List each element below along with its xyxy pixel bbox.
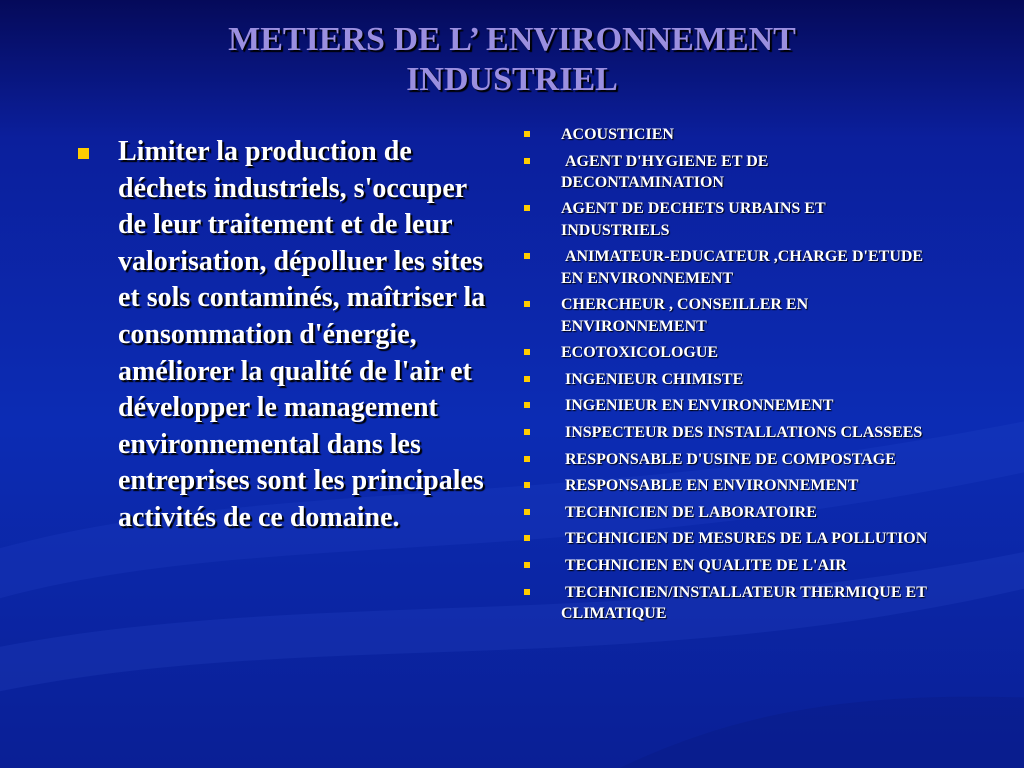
job-list-item (524, 246, 934, 289)
job-title: RESPONSABLE EN ENVIRONNEMENT (561, 477, 859, 495)
square-bullet-icon (524, 376, 530, 382)
square-bullet-icon (524, 402, 530, 408)
square-bullet-icon (524, 253, 530, 259)
square-bullet-icon (524, 158, 530, 164)
job-title: INGENIEUR CHIMISTE (561, 370, 744, 388)
square-bullet-icon (524, 509, 530, 515)
square-bullet-icon (524, 349, 530, 355)
square-bullet-icon (524, 205, 530, 211)
job-title: ACOUSTICIEN (561, 126, 674, 143)
job-title: TECHNICIEN DE MESURES DE LA POLLUTION (561, 530, 928, 548)
square-bullet-icon (524, 535, 530, 541)
job-list-item (524, 449, 934, 470)
job-list-item (524, 475, 934, 496)
job-title: INSPECTEUR DES INSTALLATIONS CLASSEES (561, 423, 923, 441)
slide-title-line2: INDUSTRIEL (406, 61, 618, 98)
square-bullet-icon (524, 131, 530, 137)
job-list-item (524, 124, 934, 145)
job-list-item (524, 342, 934, 363)
job-list-item (524, 369, 934, 390)
square-bullet-icon (524, 301, 530, 307)
job-title: TECHNICIEN EN QUALITE DE L'AIR (561, 556, 847, 574)
job-title: AGENT DE DECHETS URBAINS ET INDUSTRIELS (561, 200, 830, 239)
square-bullet-icon (524, 456, 530, 462)
job-list-item (524, 582, 934, 625)
job-list-item (524, 294, 934, 337)
job-list-item (524, 422, 934, 443)
job-list (524, 124, 934, 629)
slide-title (0, 20, 1024, 100)
square-bullet-icon (524, 482, 530, 488)
job-title: AGENT D'HYGIENE ET DE DECONTAMINATION (561, 152, 773, 191)
square-bullet-icon (78, 148, 89, 159)
job-list-item (524, 528, 934, 549)
square-bullet-icon (524, 429, 530, 435)
job-title: TECHNICIEN DE LABORATOIRE (561, 503, 817, 521)
job-title: ANIMATEUR-EDUCATEUR ,CHARGE D'ETUDE EN ENVIRONNEMENT (561, 248, 928, 287)
description-text: Limiter la production de déchets industriels, s'occuper de leur traitement et de leur valorisation, dépolluer les sites et sols contaminés, maîtriser la consommation d'énergie, améliorer la qualité de l'air et développer le management environnemental dans les entreprises sont les principales activités de ce domaine. (118, 136, 486, 533)
slide-title-line1: METIERS DE L’ ENVIRONNEMENT (228, 21, 796, 58)
job-list-item (524, 502, 934, 523)
job-title: INGENIEUR EN ENVIRONNEMENT (561, 397, 834, 415)
job-list-item (524, 151, 934, 194)
job-title: ECOTOXICOLOGUE (561, 344, 719, 362)
square-bullet-icon (524, 589, 530, 595)
description-block (78, 134, 498, 537)
job-title: CHERCHEUR , CONSEILLER EN ENVIRONNEMENT (561, 296, 813, 335)
job-list-item (524, 198, 934, 241)
job-title: RESPONSABLE D'USINE DE COMPOSTAGE (561, 450, 896, 468)
job-title: TECHNICIEN/INSTALLATEUR THERMIQUE ET CLIMATIQUE (561, 583, 931, 622)
job-list-item (524, 395, 934, 416)
square-bullet-icon (524, 562, 530, 568)
job-list-item (524, 555, 934, 576)
